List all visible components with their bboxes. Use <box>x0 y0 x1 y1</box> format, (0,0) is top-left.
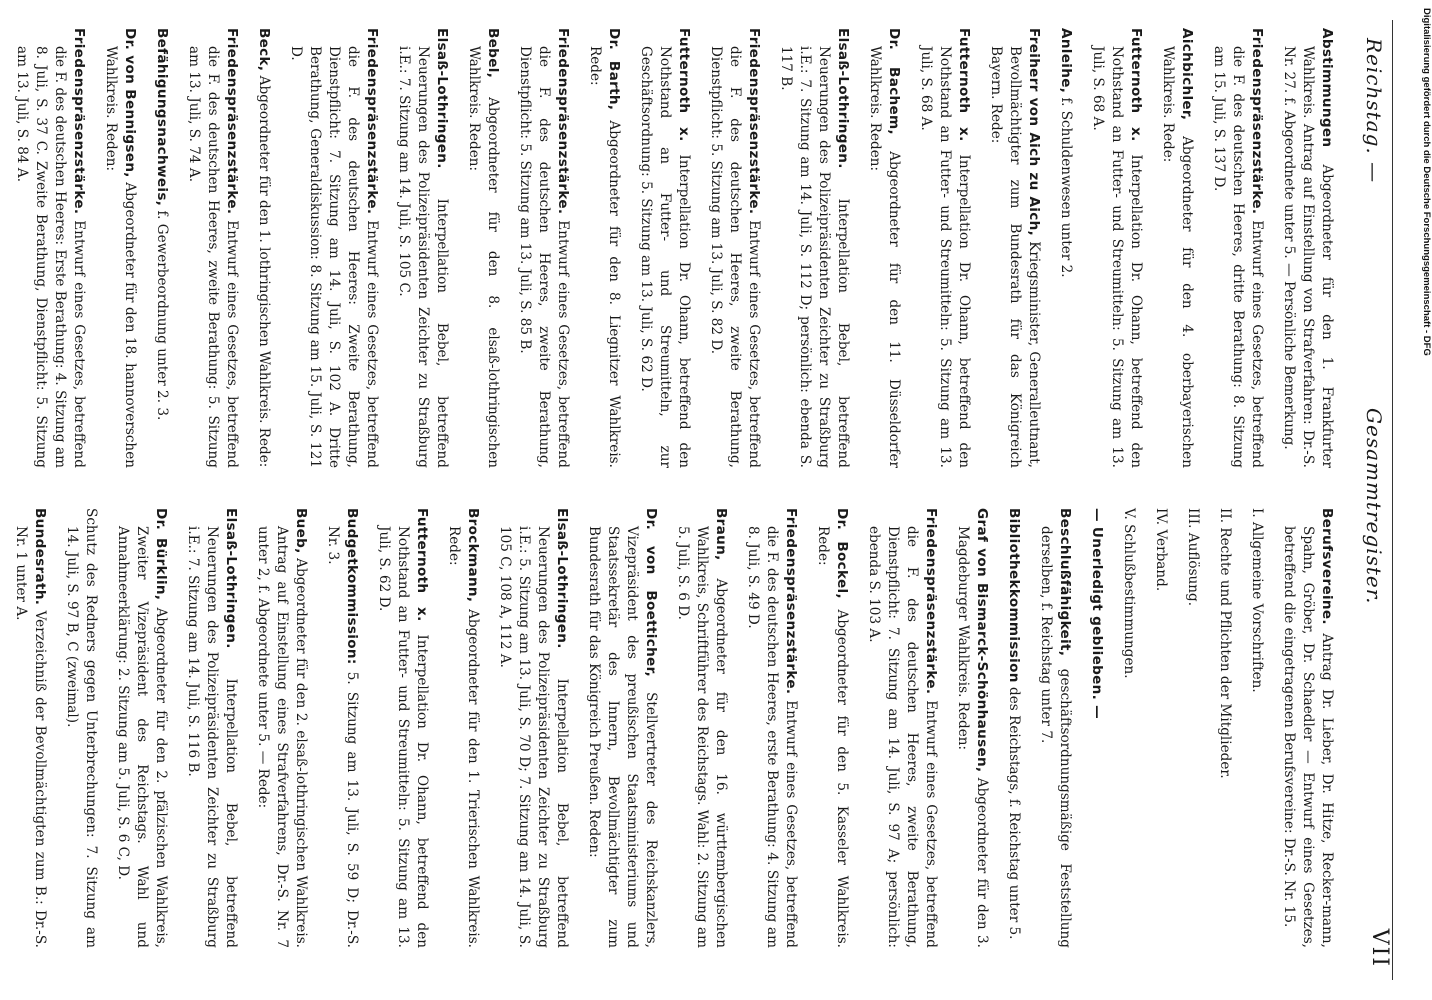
entry-heading: Futternoth x. <box>956 28 972 142</box>
entry-heading: Aichbichler, <box>1179 28 1195 121</box>
entry-text: Abgeordneter für den 2. pfälzischen Wahlkreis, Zweiter Vizepräsident des Reichstags. Wahl und Annahmeerklärung: 2. Sitzung am 5. Juli, S. 6 C, D. <box>115 526 169 949</box>
entry-text: Schutz des Redners gegen Unterbrechungen: 7. Sitzung am 14. Juli, S. 97 B, C (zweimal). <box>64 508 99 948</box>
entry-heading: — Unerledigt geblieben. — <box>1089 508 1105 720</box>
entry-heading: Beschlußfähigkeit, <box>1057 508 1073 657</box>
index-entry <box>394 28 451 468</box>
entry-heading: Dr. von Bennigsen, <box>122 28 138 178</box>
index-entry <box>1279 508 1336 948</box>
index-entry <box>495 508 571 948</box>
entry-heading: Friedenspräsenzstärke. <box>746 28 762 215</box>
index-entry <box>184 28 241 468</box>
index-entry <box>1215 508 1234 948</box>
entry-text: geschäftsordnungsmäßige Feststellung derselben, f. Reichstag unter 7. <box>1038 526 1073 949</box>
entry-text: Entwurf eines Gesetzes, betreffend die F. des deutschen Heeres, zweite Berathung, Dienstpflicht: 5. Sitzung am 13. Juli, S. 82 D. <box>708 46 762 468</box>
entry-text: II. Rechte und Pflichten der Mitglieder. <box>1217 508 1233 779</box>
entry-heading: Bibliothekkommission <box>1006 508 1022 683</box>
entry-heading: Dr. Barth, <box>606 28 622 111</box>
entry-text: 5. Sitzung am 13. Juli, S. 59 D; Dr.-S. Nr. 3. <box>325 526 360 948</box>
entry-heading: Friedenspräsenzstärke. <box>224 28 240 215</box>
index-entry <box>1209 28 1266 468</box>
entry-heading: Beck, <box>256 28 272 72</box>
entry-heading: Braun, <box>713 508 729 561</box>
entry-heading: Befähigungsnachweis, <box>154 28 170 207</box>
index-entry <box>183 508 240 948</box>
entry-text: Abgeordneter für den 18. hannoverschen Wahlkreis. Reden: <box>103 46 138 468</box>
entry-text: Interpellation Bebel, betreffend Neuerungen des Polizeipräsidenten Zeichter zu Straßburg i.E.: 7. Sitzung am 14. Juli, S. 112 D; persönlich: ebenda S. 117 B. <box>778 46 851 468</box>
entry-heading: Graf von Bismarck-Schönhausen, <box>974 508 990 773</box>
index-entry <box>374 508 431 948</box>
entry-text: Entwurf eines Gesetzes, betreffend die F. des deutschen Heeres, erste Berathung: 4. Sitzung am 8. Juli, S. 49 D. <box>745 526 799 948</box>
entry-text: Stellvertreter des Reichskanzlers, Vizepräsident des preußischen Staatsministeriums und Staatssekretär des Innern, Bevollmächtigter zum Bundesrath für das Königreich Preußen. Reden: <box>586 526 659 948</box>
entry-heading: Futternoth x. <box>1128 28 1144 142</box>
entry-heading: Dr. Bachem, <box>886 28 902 135</box>
entry-text: Abgeordneter für den 11. Düsseldorfer Wahlkreis. Reden: <box>867 46 902 468</box>
index-entry <box>865 28 903 468</box>
entry-heading: Dr. von Boetticher, <box>643 508 659 678</box>
entry-text: Interpellation Bebel, betreffend Neuerungen des Polizeipräsidenten Zeichter zu Straßburg i.E.: 5. Sitzung am 13. Juli, S. 70 D; 7. Sitzung am 14. Juli, S. 105 C, 108 A, 112 A. <box>497 526 570 948</box>
index-entry <box>286 28 381 468</box>
index-entry <box>636 28 693 468</box>
entry-heading: Elsaß-Lothringen. <box>434 28 450 169</box>
entry-heading: Bundesrath. <box>32 508 48 606</box>
index-entry <box>986 28 1043 468</box>
entry-heading: Freiherr von Aich zu Aich, <box>1026 28 1042 237</box>
index-entry <box>253 508 310 948</box>
entry-text: IV. Verband. <box>1153 508 1169 592</box>
entry-heading: Elsaß-Lothringen. <box>835 28 851 169</box>
index-entry <box>1247 508 1266 948</box>
entry-text: Abgeordneter für den 8. Liegnitzer Wahlkreis. Rede: <box>587 46 622 468</box>
entry-heading: Dr. Bürklin, <box>153 508 169 601</box>
entry-text: Abgeordneter für den 1. lothringischen Wahlkreis. Rede: <box>256 75 272 468</box>
entry-text: Abgeordneter für den 3. Magdeburger Wahlkreis. Reden: <box>955 526 990 948</box>
index-entry <box>673 508 730 948</box>
index-entry <box>1158 28 1196 468</box>
entry-heading: Friedenspräsenzstärke. <box>783 508 799 695</box>
entry-heading: Abstimmungen <box>1319 28 1335 148</box>
entry-text: V. Schlußbestimmungen. <box>1121 508 1137 679</box>
index-entry <box>101 28 139 468</box>
margin-note-text: Digitalisierung gefördert durch die Deutsche Forschungsgemeinschaft - DFG <box>1421 8 1432 356</box>
index-entry <box>776 28 852 468</box>
index-entry <box>953 508 991 948</box>
entry-text: Entwurf eines Gesetzes, betreffend die F. des deutschen Heeres: Erste Berathung: 4. Sitzung am 8. Juli, S. 37 C. Zweite Berathung, Dienstpflicht: 5. Sitzung am 13. Juli, S. 84 A. <box>14 46 87 468</box>
entry-text: Interpellation Bebel, betreffend Neuerungen des Polizeipräsidenten Zeichter zu Straßburg i.E.: 7. Sitzung am 14. Juli, S. 116 B. <box>185 526 239 948</box>
index-entry <box>464 28 502 468</box>
index-entry <box>152 28 171 468</box>
entry-heading: Friedenspräsenzstärke. <box>1249 28 1265 215</box>
entry-heading: Anleihe, <box>1058 28 1074 94</box>
index-entry <box>113 508 170 948</box>
index-entry <box>813 508 851 948</box>
index-entry <box>864 508 940 948</box>
entry-heading: Elsaß-Lothringen. <box>223 508 239 649</box>
entry-text: Kriegsminister, Generalleutnant, Bevollmächtigter zum Bundesrath für das Königreich Bayern. Rede: <box>988 46 1042 469</box>
entry-text: Abgeordneter für den 2. elsaß-lothringischen Wahlkreis. Antrag auf Einstellung eines Strafverfahrens, Dr.-S. Nr. 7 unter 2, f. Abgeordnete unter 5. — Rede: <box>255 526 309 948</box>
entry-text: Abgeordneter für den 5. Kasseler Wahlkreis. Rede: <box>815 526 850 948</box>
index-entry <box>1151 508 1170 948</box>
entry-heading: Futternoth x. <box>414 508 430 622</box>
entry-text: Entwurf eines Gesetzes, betreffend die F. des deutschen Heeres, zweite Berathung, Dienstpflicht: 5. Sitzung am 13. Juli, S. 85 B. <box>517 46 571 468</box>
index-entry <box>1279 28 1336 468</box>
index-entry <box>585 28 623 468</box>
entry-text: Entwurf eines Gesetzes, betreffend die F. des deutschen Heeres: Zweite Berathung, Dienstpflicht: 7. Sitzung am 14. Juli, S. 102 A. Dritte Berathung, Generaldiskussion: 8. Sitzung am 15. Juli, S. 121 D. <box>288 46 380 468</box>
index-entry <box>1056 28 1075 468</box>
entry-text: Interpellation Dr. Ohann, betreffend den Nothstand an Futter- und Streumitteln: 5. Sitzung am 13. Juli, S. 68 A. <box>1090 46 1144 469</box>
index-entry <box>1036 508 1074 948</box>
entry-text: f. Schuldenwesen unter 2. <box>1058 97 1074 278</box>
entry-heading: Elsaß-Lothringen. <box>554 508 570 649</box>
index-entry <box>254 28 273 468</box>
header-rule <box>1392 20 1393 980</box>
entry-heading: Futternoth x. <box>676 28 692 142</box>
entry-text: Entwurf eines Gesetzes, betreffend die F. des deutschen Heeres, zweite Berathung: 5. Sitzung am 13. Juli, S. 74 A. <box>186 46 240 468</box>
index-entry <box>12 28 88 468</box>
entry-text: Abgeordneter für den 16. württembergischen Wahlkreis, Schriftführer des Reichstags. Wahl: 2. Sitzung am 5. Juli, S. 6 D. <box>675 526 729 948</box>
entry-text: I. Allgemeine Vorschriften. <box>1249 508 1265 693</box>
index-entry <box>515 28 572 468</box>
index-entry <box>1183 508 1202 948</box>
entry-text: des Reichstags, f. Reichstag unter 5. <box>1006 687 1022 940</box>
entry-text: Abgeordneter für den 1. Trierischen Wahlkreis. Rede: <box>446 526 481 949</box>
entry-heading: Bebel, <box>485 28 501 79</box>
entry-text: III. Auflösung. <box>1185 508 1201 607</box>
margin-note <box>1420 8 1432 1000</box>
index-entry <box>916 28 973 468</box>
left-column <box>14 28 1336 469</box>
entry-heading: Dr. Bockel, <box>834 508 850 599</box>
entry-text: f. Gewerbeordnung unter 2. 3. <box>154 210 170 421</box>
index-entry <box>62 508 100 948</box>
entry-text: Interpellation Dr. Ohann, betreffend den Nothstand an Futter- und Streumitteln: 5. Sitzung am 13. Juli, S. 62 D. <box>376 526 430 949</box>
entry-text: Abgeordneter für den 4. oberbayerischen Wahlkreis. Rede: <box>1160 46 1195 468</box>
entry-text: Antrag Dr. Lieber, Dr. Hitze, Recker-mann, Spahn, Gröber, Dr. Schaedler — Entwurf eines Gesetzes, betreffend die eingetragenen Berufsvereine: Dr.-S. Nr. 15. <box>1281 526 1335 948</box>
entry-heading: Friedenspräsenzstärke. <box>71 28 87 215</box>
entry-heading: Friedenspräsenzstärke. <box>923 508 939 695</box>
index-entry <box>444 508 482 948</box>
entry-text: Interpellation Bebel, betreffend Neuerungen des Polizeipräsidenten Zeichter zu Straßburg i.E.: 7. Sitzung am 14. Juli, S. 105 C. <box>396 46 450 468</box>
index-entry <box>1004 508 1023 948</box>
index-entry <box>323 508 361 948</box>
header-left: Reichstag. — <box>1362 38 1386 184</box>
document-page <box>13 8 1412 988</box>
entry-heading: Friedenspräsenzstärke. <box>555 28 571 215</box>
index-entry <box>1088 28 1145 468</box>
entry-text: Entwurf eines Gesetzes, betreffend die F. des deutschen Heeres, dritte Berathung: 8. Sitzung am 15. Juli, S. 137 D. <box>1211 46 1265 468</box>
entry-text: Abgeordneter für den 1. Frankfurter Wahlkreis. Antrag auf Einstellung von Strafverfahren: Dr.-S. Nr. 27. f. Abgeordnete unter 5. — Persönliche Bemerkung. <box>1281 46 1335 468</box>
entry-text: Interpellation Dr. Ohann, betreffend den Nothstand an Futter- und Streumitteln: 5. Sitzung am 13. Juli, S. 68 A. <box>918 46 972 469</box>
entry-heading: Bueb, <box>293 508 309 554</box>
index-entry <box>11 508 49 948</box>
entry-heading: Brockmann, <box>465 508 481 603</box>
right-column <box>13 508 1336 949</box>
page-number: VII <box>1367 928 1392 968</box>
entry-heading: Berufsvereine. <box>1319 508 1335 625</box>
index-entry <box>1119 508 1138 948</box>
entry-heading: Budgetkommission: <box>344 508 360 665</box>
entry-text: Verzeichniß der Bevollmächtigten zum B.: Dr.-S. Nr. 1 unter A. <box>13 526 48 948</box>
index-entry <box>743 508 800 948</box>
index-entry <box>1087 508 1106 948</box>
entry-heading: Friedenspräsenzstärke. <box>364 28 380 215</box>
index-entry <box>584 508 660 948</box>
header-center: Gesammtregister. <box>1362 408 1386 605</box>
entry-text: Abgeordneter für den 8. elsaß-lothringischen Wahlkreis. Reden: <box>466 46 501 469</box>
page-header <box>1352 38 1412 968</box>
entry-text: Entwurf eines Gesetzes, betreffend die F. des deutschen Heeres, zweite Berathung, Dienstpflicht: 7. Sitzung am 14. Juli, S. 97 A; persönlich: ebenda S. 103 A. <box>866 526 939 948</box>
index-entry <box>706 28 763 468</box>
entry-text: Interpellation Dr. Ohann, betreffend den Nothstand an Futter- und Streumitteln, zur Geschäftsordnung: 5. Sitzung am 13. Juli, S. 62 D. <box>638 46 692 469</box>
